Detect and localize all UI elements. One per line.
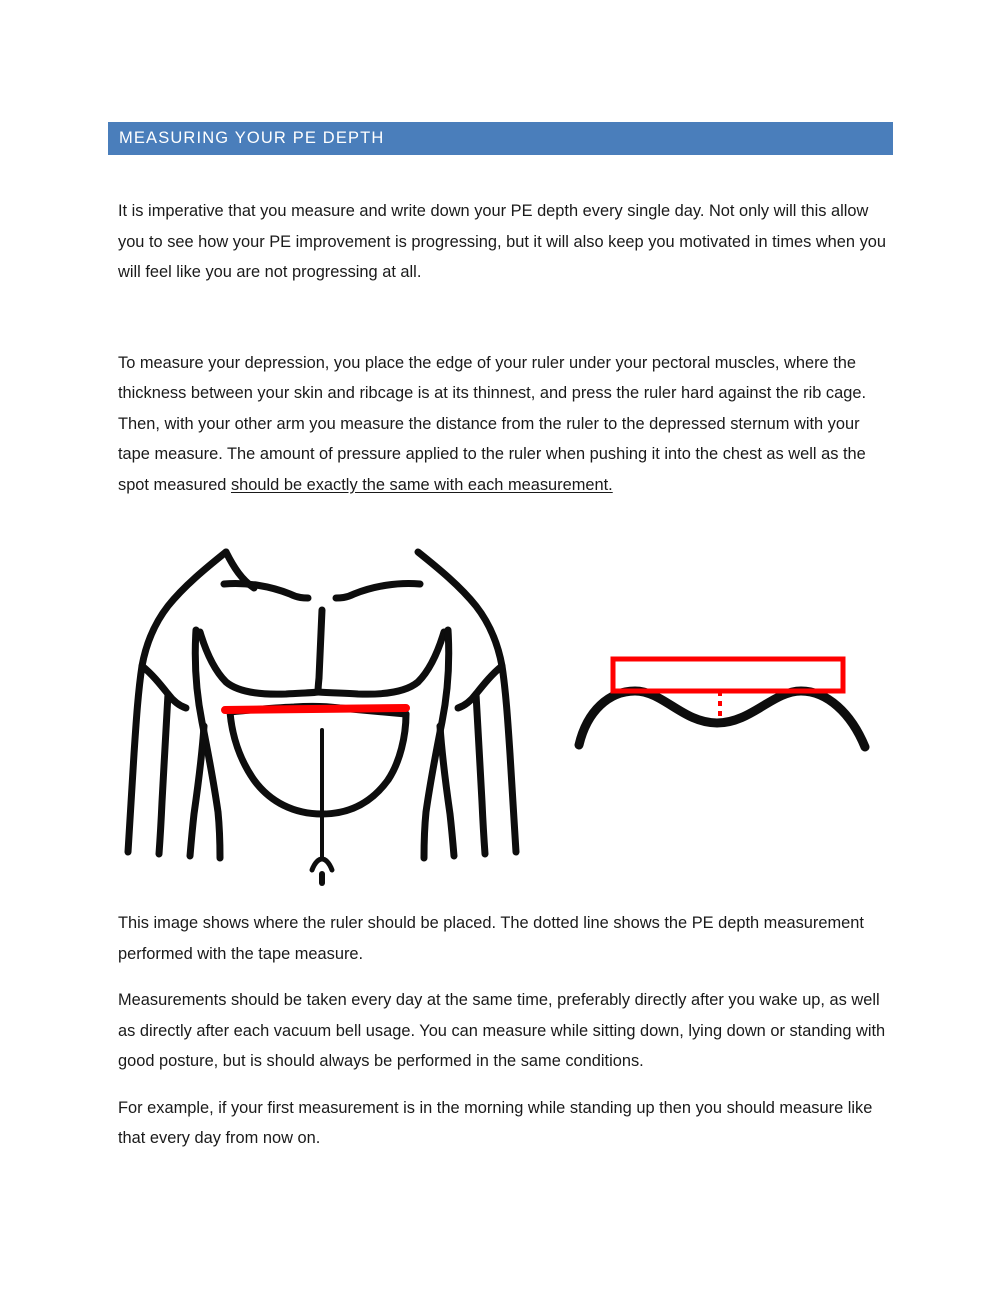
paragraph-method-lead: To measure your depression, you place the edge of your ruler under your pectoral muscles, where the thickness between your skin and ribcage is at its thinnest, and press the ruler hard against the rib cage. Then, with your other arm you measure the distance from the ruler to the depressed sternum with your tape measure. The amount of pressure applied to the ruler when pushing it into the chest as well as the spot measured — [118, 353, 867, 494]
paragraph-intro: It is imperative that you measure and write down your PE depth every single day. Not only will this allow you to see how your PE improvement is progressing, but it will also keep you motivated in times when you will feel like you are not progressing at all. — [118, 202, 886, 281]
paragraph-method-underlined: should be exactly the same with each measurement. — [230, 475, 613, 494]
page-title: MEASURING YOUR PE DEPTH — [119, 129, 385, 147]
ruler-rectangle — [613, 659, 843, 691]
paragraph-example: For example, if your first measurement is in the morning while standing up then you should measure like that every day from now on. — [118, 1098, 873, 1147]
lower-body-text — [118, 908, 886, 1154]
anterior-torso-diagram — [118, 540, 528, 890]
paragraph-method — [118, 348, 886, 501]
paragraph-caption: This image shows where the ruler should be placed. The dotted line shows the PE depth measurement performed with the tape measure. — [118, 914, 864, 963]
torso-illustration — [118, 540, 528, 890]
upper-body-text — [118, 196, 886, 500]
paragraph-spacer — [118, 288, 886, 348]
paragraph-spacer — [118, 969, 886, 985]
section-heading-bar — [108, 122, 893, 155]
cross-section-illustration — [565, 645, 895, 765]
chest-cross-section-diagram — [565, 645, 895, 765]
chest-profile-curve — [579, 691, 865, 747]
paragraph-spacer — [118, 1077, 886, 1093]
paragraph-timing: Measurements should be taken every day at the same time, preferably directly after you wake up, as well as directly after each vacuum bell usage. You can measure while sitting down, lying down or standing with good posture, but is should always be performed in the same conditions. — [118, 991, 886, 1070]
figure-area — [0, 535, 1005, 900]
ruler-placement-line — [225, 708, 406, 710]
